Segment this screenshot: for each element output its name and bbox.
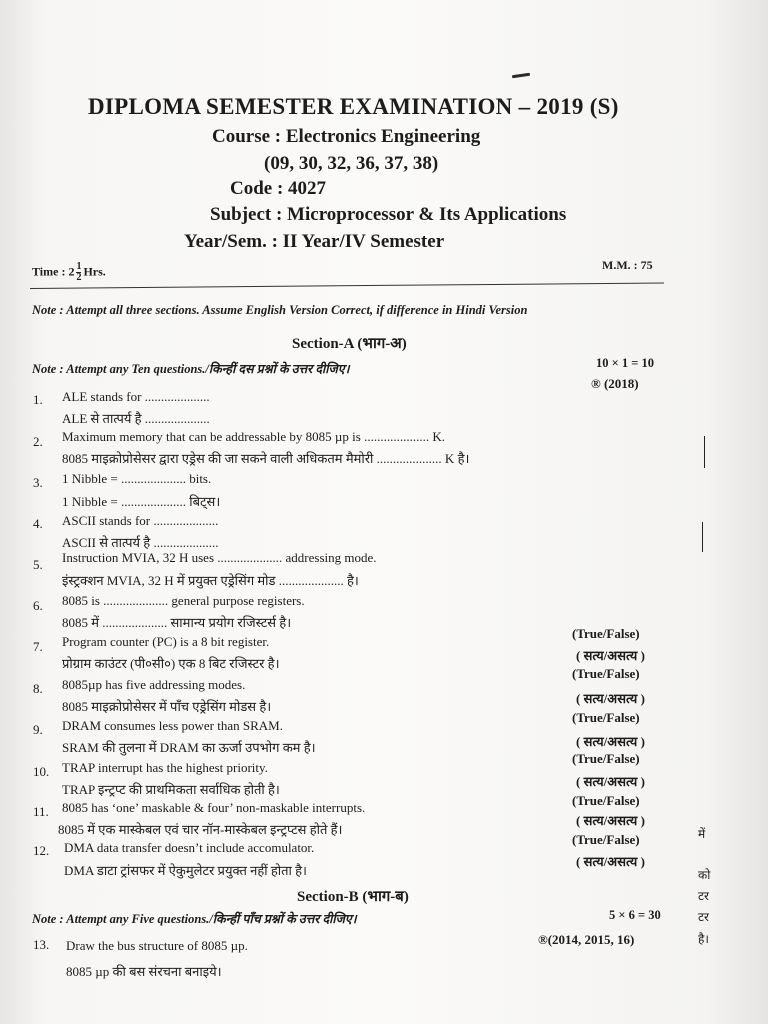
year-semester-line: Year/Sem. : II Year/IV Semester (184, 231, 445, 252)
question-english: ALE stands for .................... (62, 389, 210, 404)
question-english: DRAM consumes less power than SRAM. (62, 718, 283, 733)
question-hindi: इंस्ट्रक्शन MVIA, 32 H में प्रयुक्त एड्रेसिंग मोड .................... है। (62, 573, 359, 588)
section-a-year: ® (2018) (591, 376, 639, 391)
question-number: 1. (33, 392, 43, 407)
section-b-note: Note : Attempt any Five questions./किन्हीं पाँच प्रश्नों के उत्तर दीजिए। (32, 912, 357, 926)
time-allowed (32, 262, 106, 283)
time-fraction-numerator: 1 (76, 261, 82, 272)
question-english: DMA data transfer doesn’t include accomulator. (64, 840, 315, 855)
question-number: 6. (33, 598, 43, 613)
max-marks: M.M. : 75 (602, 258, 653, 272)
question-english: 8085 has ‘one’ maskable & four’ non-maskable interrupts. (62, 800, 366, 815)
course-line: Course : Electronics Engineering (212, 126, 481, 147)
time-prefix: Time : 2 (32, 264, 75, 279)
question-hindi: 1 Nibble = .................... बिट्स। (62, 494, 221, 509)
question-number: 13. (33, 937, 50, 952)
margin-note: को (698, 868, 711, 882)
time-fraction (76, 262, 81, 283)
question-hindi: ASCII से तात्पर्य है .................... (62, 535, 219, 550)
true-false-label: (True/False) (572, 626, 640, 641)
time-fraction-denominator: 2 (76, 272, 82, 283)
section-a-marks: 10 × 1 = 10 (596, 356, 654, 370)
question-number: 9. (33, 722, 43, 737)
question-number: 10. (33, 764, 50, 779)
question-hindi: 8085 में .................... सामान्य प्रयोग रजिस्टर्स है। (62, 615, 292, 630)
question-hindi: 8085 µp की बस संरचना बनाइये। (66, 964, 222, 979)
question-english: TRAP interrupt has the highest priority. (62, 760, 268, 775)
true-false-label-hindi: ( सत्य/असत्य ) (576, 854, 645, 869)
true-false-label: (True/False) (572, 710, 640, 725)
general-note: Note : Attempt all three sections. Assume English Version Correct, if difference in Hindi Version (32, 303, 528, 317)
question-english: ASCII stands for .................... (62, 513, 219, 528)
margin-bracket-mark (702, 522, 703, 552)
branch-codes: (09, 30, 32, 36, 37, 38) (264, 153, 439, 174)
question-number: 4. (33, 516, 43, 531)
true-false-label-hindi: ( सत्य/असत्य ) (576, 734, 645, 749)
true-false-label-hindi: ( सत्य/असत्य ) (576, 648, 645, 663)
true-false-label: (True/False) (572, 666, 640, 681)
margin-note: टर (698, 910, 709, 924)
section-a-note: Note : Attempt any Ten questions./किन्हीं दस प्रश्नों के उत्तर दीजिए। (32, 362, 350, 376)
true-false-label-hindi: ( सत्य/असत्य ) (576, 691, 645, 706)
true-false-label-hindi: ( सत्य/असत्य ) (576, 774, 645, 789)
section-b-year: ®(2014, 2015, 16) (538, 932, 635, 947)
question-english: Instruction MVIA, 32 H uses .................... addressing mode. (62, 550, 377, 565)
section-b-title: Section-B (भाग-ब) (297, 889, 409, 905)
question-hindi: DMA डाटा ट्रांसफर में ऐकुमुलेटर प्रयुक्त नहीं होता है। (64, 863, 307, 878)
question-hindi: ALE से तात्पर्य है .................... (62, 411, 210, 426)
question-number: 3. (33, 475, 43, 490)
section-a-title: Section-A (भाग-अ) (292, 336, 407, 352)
question-hindi: प्रोग्राम काउंटर (पी०सी०) एक 8 बिट रजिस्टर है। (62, 656, 280, 671)
question-number: 8. (33, 681, 43, 696)
time-suffix: Hrs. (83, 264, 106, 279)
question-hindi: SRAM की तुलना में DRAM का ऊर्जा उपभोग कम है। (62, 740, 316, 755)
question-english: 8085 is .................... general purpose registers. (62, 593, 305, 608)
question-hindi: 8085 में एक मास्केबल एवं चार नॉन-मास्केबल इन्ट्रप्टस होते हैं। (58, 822, 343, 837)
question-number: 5. (33, 557, 43, 572)
margin-bracket-mark (704, 436, 705, 468)
question-number: 7. (33, 639, 43, 654)
true-false-label: (True/False) (572, 751, 640, 766)
question-number: 12. (33, 843, 50, 858)
header-rule (30, 282, 664, 289)
subject-line: Subject : Microprocessor & Its Applications (210, 204, 567, 225)
question-english: Program counter (PC) is a 8 bit register. (62, 634, 270, 649)
question-hindi: TRAP इन्ट्रप्ट की प्राथमिकता सर्वाधिक होती है। (62, 782, 280, 797)
true-false-label: (True/False) (572, 793, 640, 808)
margin-note: में (698, 827, 706, 841)
question-english: Draw the bus structure of 8085 µp. (66, 938, 248, 953)
question-number: 2. (33, 434, 43, 449)
question-english: 1 Nibble = .................... bits. (62, 471, 212, 486)
margin-note: है। (698, 932, 709, 946)
exam-title: DIPLOMA SEMESTER EXAMINATION – 2019 (S) (88, 94, 619, 119)
question-number: 11. (33, 804, 49, 819)
question-english: 8085µp has five addressing modes. (62, 677, 246, 692)
true-false-label: (True/False) (572, 832, 640, 847)
ink-smudge (512, 73, 530, 78)
paper-code: Code : 4027 (230, 178, 327, 199)
question-hindi: 8085 माइक्रोप्रोसेसर में पाँच एड्रेसिंग मोडस है। (62, 699, 272, 714)
margin-note: टर (698, 889, 709, 903)
question-english: Maximum memory that can be addressable by 8085 µp is .................... K. (62, 429, 445, 444)
section-b-marks: 5 × 6 = 30 (609, 908, 661, 922)
true-false-label-hindi: ( सत्य/असत्य ) (576, 813, 645, 828)
question-hindi: 8085 माइक्रोप्रोसेसर द्वारा एड्रेस की जा सकने वाली अधिकतम मैमोरी .................... K है। (62, 451, 470, 466)
